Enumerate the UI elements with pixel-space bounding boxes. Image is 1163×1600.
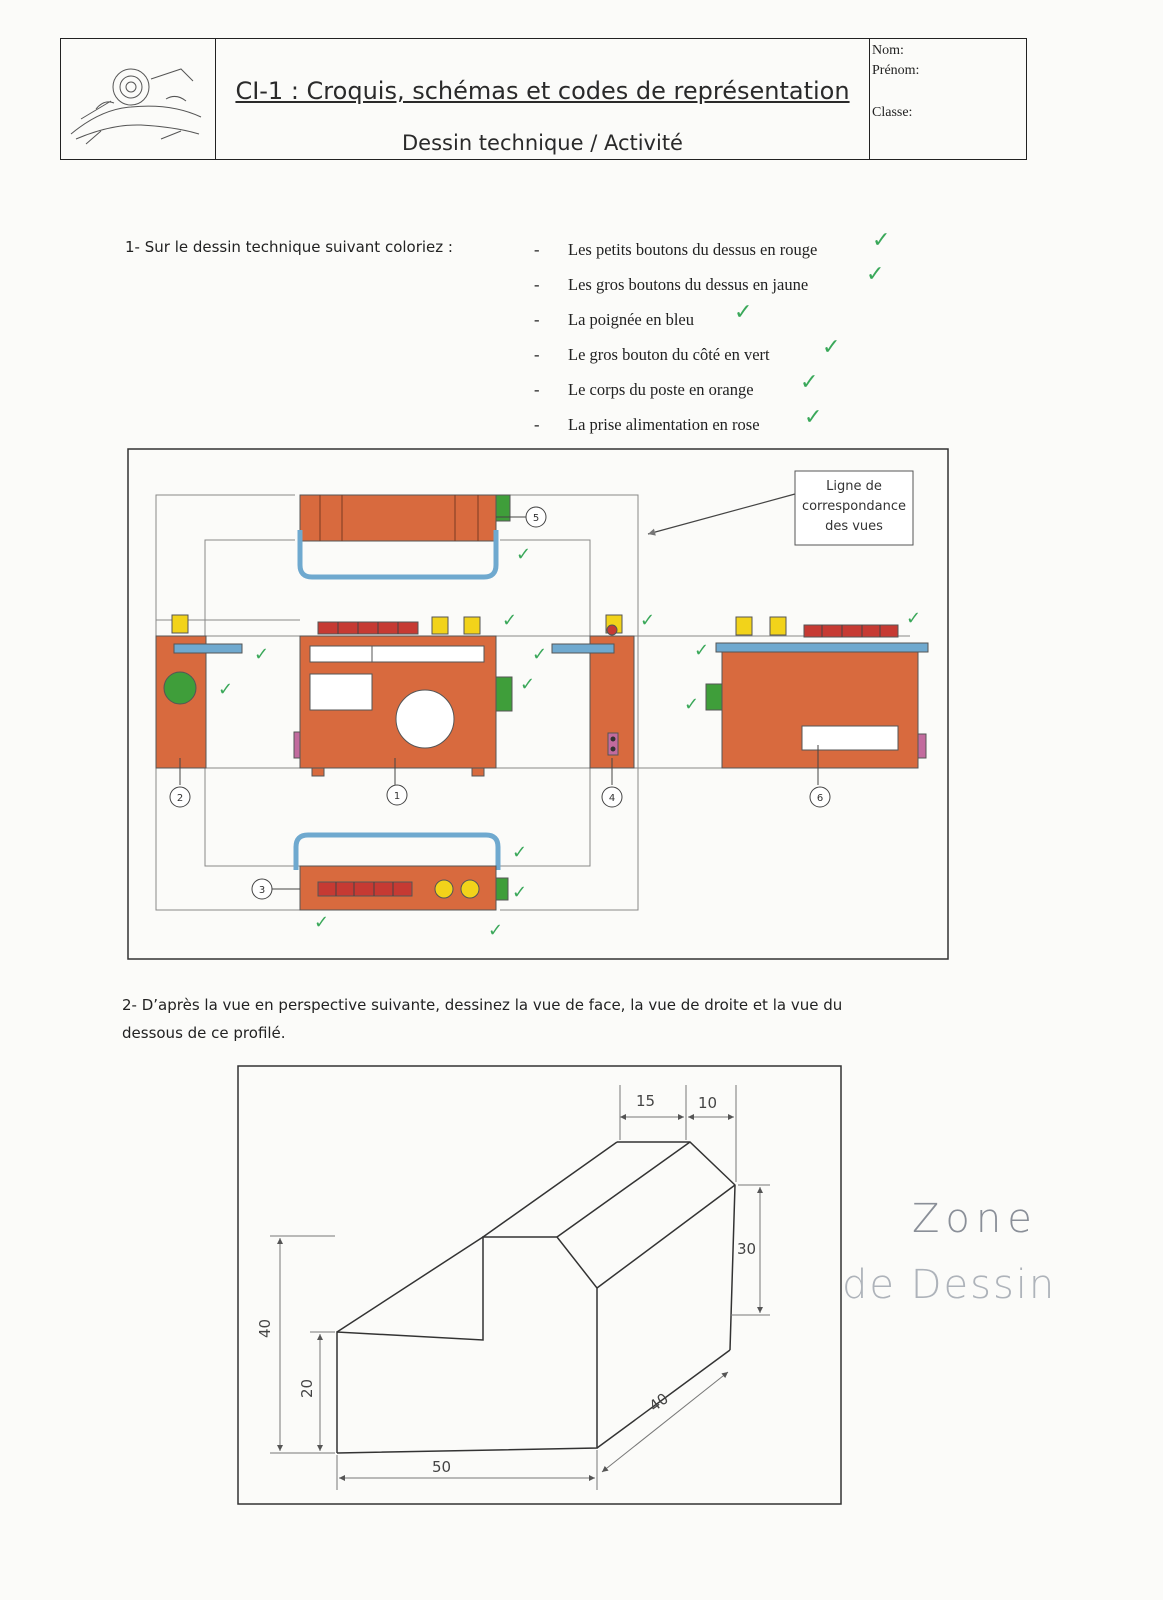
checkmark-icon: ✓: [640, 610, 656, 631]
nom-label: Nom:: [872, 43, 904, 58]
right-view: [552, 615, 634, 768]
callout-line-3: des vues: [825, 519, 883, 534]
view-number-2: 2: [176, 793, 184, 804]
checkmark-icon: ✓: [520, 674, 536, 695]
checkmark-icon: ✓: [254, 644, 270, 665]
checkmark-icon: ✓: [532, 644, 548, 665]
question-2-line-2: dessous de ce profilé.: [122, 1024, 286, 1042]
callout-line-2: correspondance: [801, 499, 907, 514]
checkmark-icon: ✓: [684, 694, 700, 715]
checkmark-icon: ✓: [734, 300, 753, 325]
checkmark-icon: ✓: [866, 262, 885, 287]
classe-label: Classe:: [872, 105, 913, 120]
front-view: [294, 617, 512, 776]
view-number-6: 6: [816, 793, 824, 804]
checkmark-icon: ✓: [516, 544, 532, 565]
checkmark-icon: ✓: [906, 608, 922, 629]
checkmark-icon: ✓: [314, 912, 330, 933]
question-2-line-1: 2- D’après la vue en perspective suivante, dessinez la vue de face, la vue de droite et la vue du: [122, 996, 843, 1014]
bottom-view: [296, 835, 508, 910]
instruction-item: La prise alimentation en rose: [568, 415, 760, 434]
dimension-40-depth: 40: [645, 1389, 672, 1416]
callout-arrow: [648, 494, 795, 534]
checkmark-icon: ✓: [694, 640, 710, 661]
checkmark-icon: ✓: [512, 882, 528, 903]
checkmark-icon: ✓: [800, 370, 819, 395]
checkmark-icon: ✓: [872, 228, 891, 253]
instruction-dash: -: [534, 240, 540, 259]
instruction-item: Le corps du poste en orange: [568, 380, 754, 399]
prenom-label: Prénom:: [872, 63, 920, 78]
question-1: 1- Sur le dessin technique suivant coloriez :: [125, 238, 453, 256]
dimension-20: 20: [298, 1378, 316, 1398]
instruction-dash: -: [534, 275, 540, 294]
dimension-50: 50: [432, 1458, 452, 1476]
zone-annotation-line-2: de Dessin: [842, 1262, 1057, 1308]
checkmark-icon: ✓: [488, 920, 504, 941]
checkmark-icon: ✓: [822, 335, 841, 360]
checkmark-icon: ✓: [502, 610, 518, 631]
zone-annotation-line-1: Zone: [912, 1196, 1038, 1242]
instruction-item: Le gros bouton du côté en vert: [568, 345, 770, 364]
page-subtitle: Dessin technique / Activité: [402, 131, 683, 155]
instruction-dash: -: [534, 415, 540, 434]
dimension-15: 15: [636, 1092, 656, 1110]
instruction-item: Les petits boutons du dessus en rouge: [568, 240, 818, 259]
callout-line-1: Ligne de: [826, 479, 882, 494]
instruction-item: La poignée en bleu: [568, 310, 694, 329]
view-number-5: 5: [532, 513, 540, 524]
rear-view: [706, 617, 928, 768]
dimension-10: 10: [698, 1094, 718, 1112]
dimension-30: 30: [737, 1240, 757, 1258]
instruction-dash: -: [534, 380, 540, 399]
top-view: [300, 495, 510, 577]
checkmark-icon: ✓: [804, 405, 823, 430]
instruction-item: Les gros boutons du dessus en jaune: [568, 275, 809, 294]
page-title: CI-1 : Croquis, schémas et codes de représentation: [235, 77, 850, 105]
checkmark-icon: ✓: [218, 679, 234, 700]
view-number-4: 4: [608, 793, 616, 804]
checkmark-icon: ✓: [512, 842, 528, 863]
view-number-1: 1: [393, 791, 401, 802]
instruction-dash: -: [534, 345, 540, 364]
instruction-dash: -: [534, 310, 540, 329]
dimension-40-height: 40: [256, 1318, 274, 1338]
view-number-3: 3: [258, 885, 266, 896]
